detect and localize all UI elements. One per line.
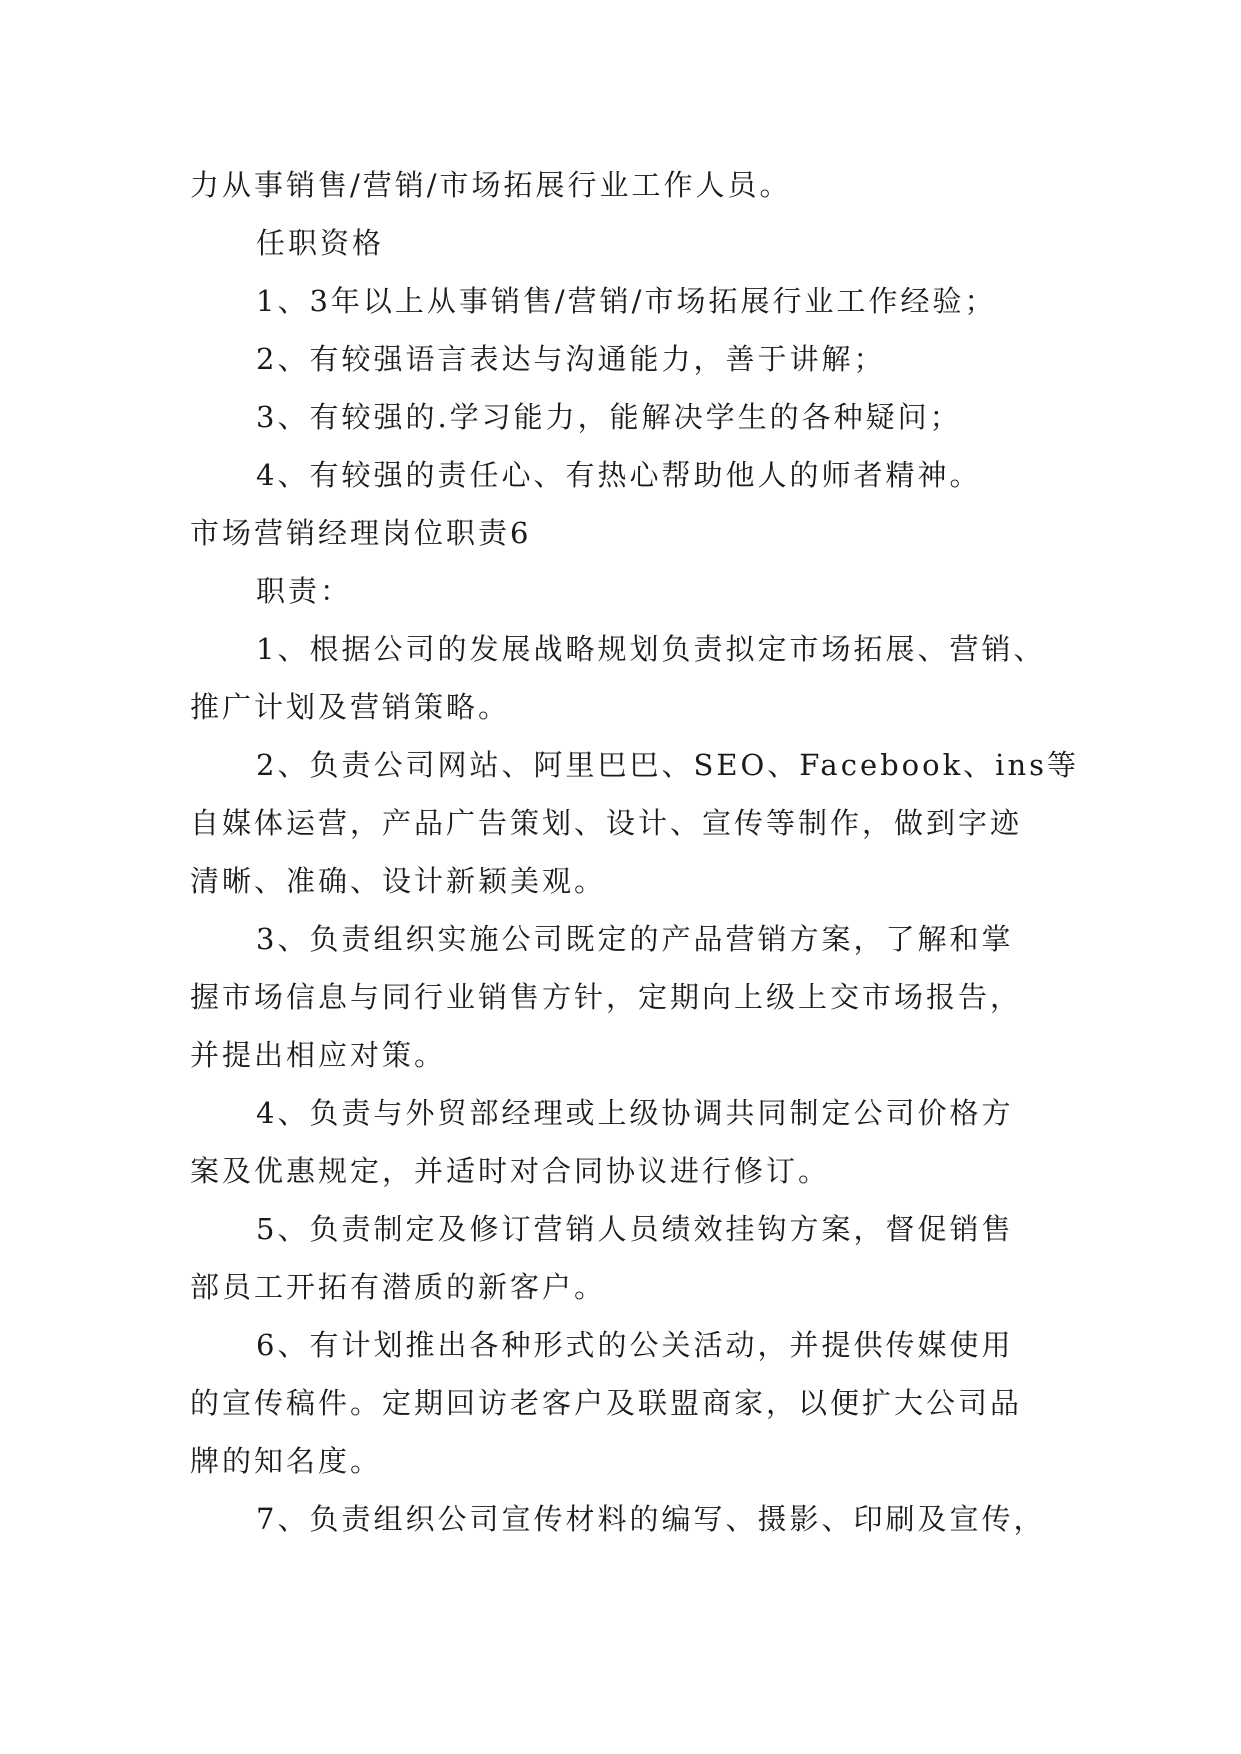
list-item-continuation: 清晰、准确、设计新颖美观。	[190, 864, 607, 898]
list-item-continuation: 握市场信息与同行业销售方针，定期向上级上交市场报告，	[190, 980, 1023, 1014]
list-item-continuation: 并提出相应对策。	[190, 1038, 447, 1072]
list-item-continuation: 部员工开拓有潜质的新客户。	[190, 1270, 607, 1304]
list-item-continuation: 的宣传稿件。定期回访老客户及联盟商家，以便扩大公司品	[190, 1386, 1023, 1420]
list-item-continuation: 推广计划及营销策略。	[190, 690, 511, 724]
section-heading: 职责：	[256, 574, 353, 608]
list-item: 2、负责公司网站、阿里巴巴、SEO、Facebook、ins等	[256, 748, 1079, 782]
list-item: 1、3年以上从事销售/营销/市场拓展行业工作经验；	[256, 284, 997, 318]
list-item: 4、有较强的责任心、有热心帮助他人的师者精神。	[256, 458, 982, 492]
list-item: 5、负责制定及修订营销人员绩效挂钩方案，督促销售	[256, 1212, 1014, 1246]
list-item: 3、负责组织实施公司既定的产品营销方案，了解和掌	[256, 922, 1014, 956]
list-item-continuation: 案及优惠规定，并适时对合同协议进行修订。	[190, 1154, 831, 1188]
list-item: 2、有较强语言表达与沟通能力，善于讲解；	[256, 342, 886, 376]
section-heading: 任职资格	[256, 226, 385, 260]
list-item: 3、有较强的.学习能力，能解决学生的各种疑问；	[256, 400, 962, 434]
list-item: 6、有计划推出各种形式的公关活动，并提供传媒使用	[256, 1328, 1014, 1362]
list-item: 7、负责组织公司宣传材料的编写、摄影、印刷及宣传，	[256, 1502, 1046, 1536]
list-item-continuation: 自媒体运营，产品广告策划、设计、宣传等制作，做到字迹	[190, 806, 1023, 840]
list-item: 4、负责与外贸部经理或上级协调共同制定公司价格方	[256, 1096, 1014, 1130]
list-item-continuation: 牌的知名度。	[190, 1444, 383, 1478]
paragraph-line: 力从事销售/营销/市场拓展行业工作人员。	[190, 168, 792, 202]
list-item: 1、根据公司的发展战略规划负责拟定市场拓展、营销、	[256, 632, 1046, 666]
section-title: 市场营销经理岗位职责6	[190, 516, 532, 550]
